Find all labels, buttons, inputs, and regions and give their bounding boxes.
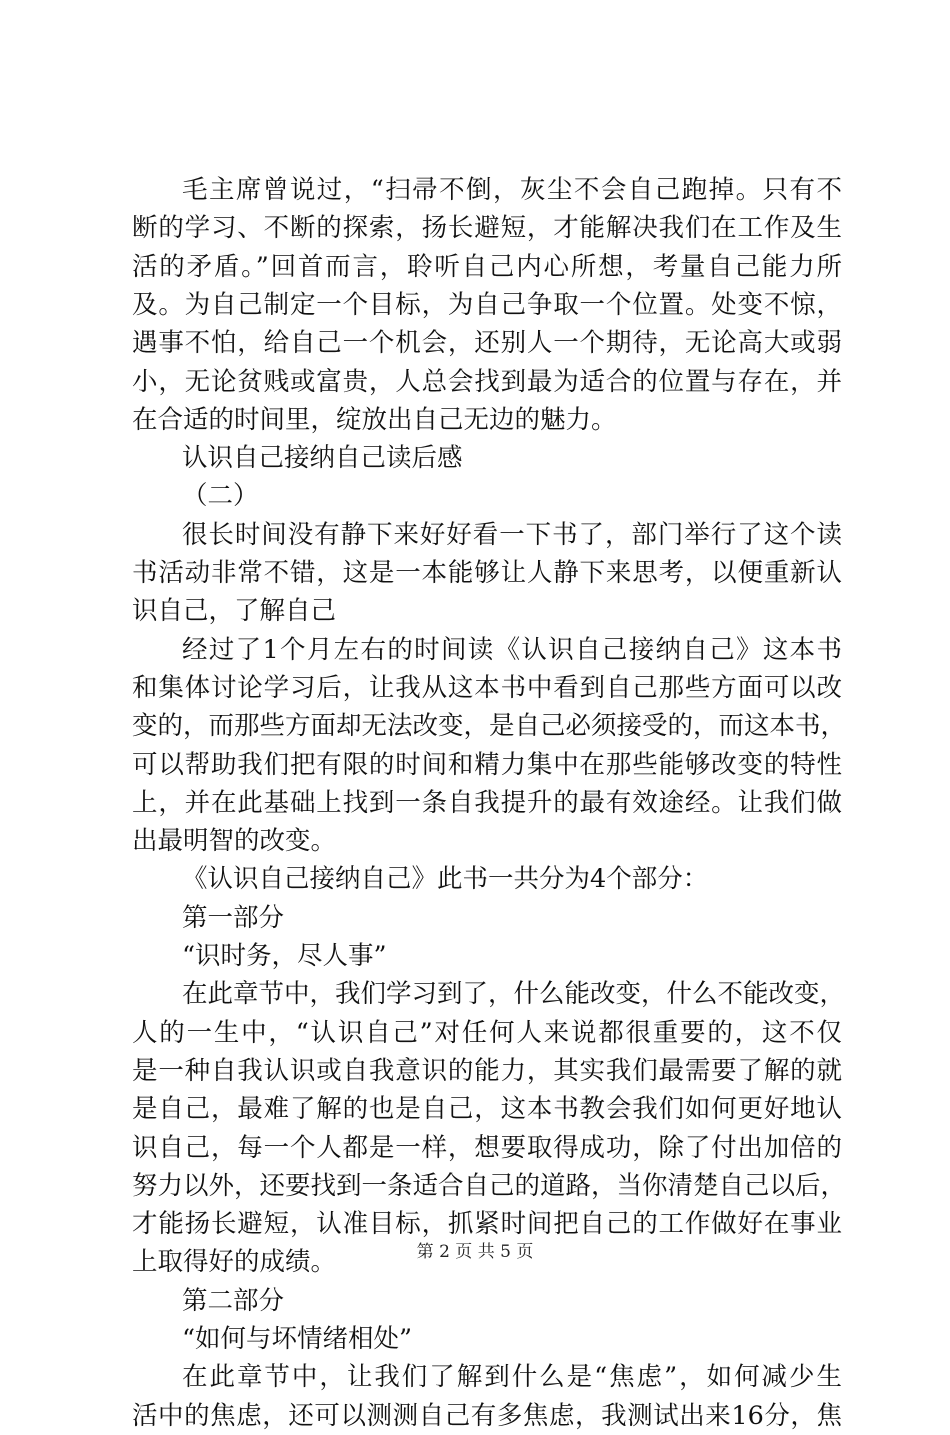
text-line: 在此章节中，我们学习到了，什么能改变，什么不能改变， <box>182 979 846 1010</box>
text-line: 识自己，每一个人都是一样，想要取得成功，除了付出加倍的 <box>132 1132 842 1163</box>
text-line: 变的，而那些方面却无法改变，是自己必须接受的，而这本书， <box>132 711 847 742</box>
text-line: 毛主席曾说过，“扫帚不倒，灰尘不会自己跑掉。只有不 <box>182 175 842 205</box>
text-line: 识自己，了解自己 <box>132 596 337 627</box>
page-footer: 第 2 页 共 5 页 <box>416 1242 534 1262</box>
text-line: （二） <box>182 481 259 512</box>
text-line: 努力以外，还要找到一条适合自己的道路，当你清楚自己以后， <box>132 1170 847 1201</box>
text-line: 很长时间没有静下来好好看一下书了，部门举行了这个读 <box>182 519 842 550</box>
text-line: 是一种自我认识或自我意识的能力，其实我们最需要了解的就 <box>132 1055 842 1086</box>
text-line: 认识自己接纳自己读后感 <box>182 443 463 474</box>
text-line: 第二部分 <box>182 1285 285 1316</box>
text-line: 上取得好的成绩。 <box>132 1247 337 1278</box>
text-line: 在此章节中，让我们了解到什么是“焦虑”，如何减少生 <box>182 1362 842 1393</box>
text-line: 才能扬长避短，认准目标，抓紧时间把自己的工作做好在事业 <box>132 1209 842 1240</box>
text-line: 可以帮助我们把有限的时间和精力集中在那些能够改变的特性 <box>132 749 842 780</box>
text-line: 小，无论贫贱或富贵，人总会找到最为适合的位置与存在，并 <box>132 366 842 397</box>
text-line: 《认识自己接纳自己》此书一共分为4个部分： <box>182 864 709 895</box>
text-line: 出最明智的改变。 <box>132 826 337 857</box>
text-line: 活中的焦虑，还可以测测自己有多焦虑，我测试出来16分，焦 <box>132 1400 842 1431</box>
text-line: 和集体讨论学习后，让我从这本书中看到自己那些方面可以改 <box>132 672 842 703</box>
text-line: 上，并在此基础上找到一条自我提升的最有效途经。让我们做 <box>132 787 842 818</box>
text-line: 人的一生中，“认识自己”对任何人来说都很重要的，这不仅 <box>132 1017 842 1048</box>
text-line: “如何与坏情绪相处” <box>182 1324 413 1354</box>
text-line: 书活动非常不错，这是一本能够让人静下来思考，以便重新认 <box>132 558 842 588</box>
text-line: 遇事不怕，给自己一个机会，还别人一个期待，无论高大或弱 <box>132 328 842 359</box>
text-line: 活的矛盾。”回首而言，聆听自己内心所想，考量自己能力所 <box>132 251 842 282</box>
text-line: 第一部分 <box>182 902 285 933</box>
text-line: 及。为自己制定一个目标，为自己争取一个位置。处变不惊， <box>132 289 842 320</box>
text-line: 在合适的时间里，绽放出自己无边的魅力。 <box>132 404 617 435</box>
text-line: 经过了1个月左右的时间读《认识自己接纳自己》这本书 <box>182 634 842 665</box>
text-line: “识时务，尽人事” <box>182 941 387 971</box>
text-line: 断的学习、不断的探索，扬长避短，才能解决我们在工作及生 <box>132 213 842 244</box>
text-line: 是自己，最难了解的也是自己，这本书教会我们如何更好地认 <box>132 1094 842 1125</box>
